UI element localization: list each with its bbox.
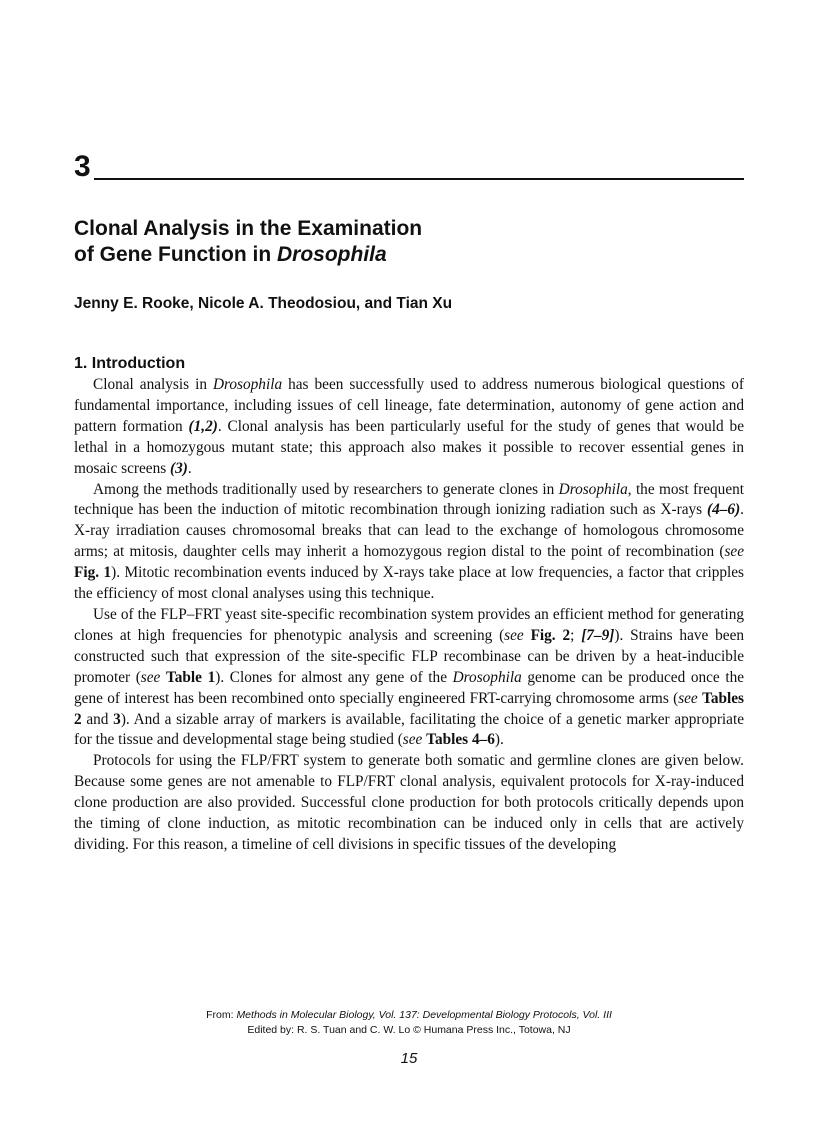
text-run: ). Clones for almost any gene of the <box>215 668 453 686</box>
title-line-1: Clonal Analysis in the Examination <box>74 217 423 240</box>
see-reference: see <box>402 731 423 749</box>
source-line <box>74 1008 744 1023</box>
paragraph-3 <box>74 605 744 751</box>
table-reference: Tables 4–6 <box>426 731 495 749</box>
italic-term: Drosophila <box>558 480 628 498</box>
text-run: ). <box>494 731 504 749</box>
citation: [7–9] <box>581 626 615 644</box>
text-run: . Clonal analysis has been particularly useful for the study of genes that would be lethal in a homozygous mutant state; this approach also makes it possible to recover essential genes in mosaic screens <box>74 417 744 477</box>
text-run: ). Strains have been constructed such that expression of the site-specific FLP recombinase can be driven by a heat-inducible promoter ( <box>74 626 745 686</box>
paragraph-1 <box>74 375 744 480</box>
text-run: Clonal analysis in <box>93 376 213 393</box>
italic-term: Drosophila <box>452 668 522 686</box>
text-run: ). And a sizable array of markers is available, facilitating the choice of a genetic marker appropriate for the tissue and developmental stage being studied ( <box>74 710 744 749</box>
section-heading: 1. Introduction <box>74 355 186 372</box>
author-list: Jenny E. Rooke, Nicole A. Theodosiou, and Tian Xu <box>74 295 453 312</box>
see-reference: see <box>724 543 744 561</box>
see-reference: see <box>140 668 161 686</box>
table-reference: Tables 2 <box>74 689 745 728</box>
text-run: . X-ray irradiation causes chromosomal breaks that can lead to the exchange of homologous chromosome arms; at mitosis, daughter cells may inherit a homozygous region distal to the point of recombination ( <box>74 501 744 561</box>
page-number: 15 <box>400 1050 418 1067</box>
text-run: ; <box>570 626 582 644</box>
editor-line: Edited by: R. S. Tuan and C. W. Lo © Humana Press Inc., Totowa, NJ <box>247 1024 571 1036</box>
book-page <box>74 0 744 1123</box>
title-italic-species: Drosophila <box>277 243 387 266</box>
text-run: , the most frequent technique has been the induction of mitotic recombination through ionizing radiation such as X-rays <box>74 480 745 519</box>
text-run: ). Mitotic recombination events induced by X-rays take place at low frequencies, a factor that cripples the efficiency of most clonal analyses using this technique. <box>74 564 744 603</box>
paragraph-2 <box>74 480 744 605</box>
citation: (3) <box>170 459 188 477</box>
title-line-2: of Gene Function in <box>74 243 277 266</box>
chapter-header <box>74 152 744 182</box>
from-label: From: <box>206 1009 237 1021</box>
source-citation: Methods in Molecular Biology, Vol. 137: Developmental Biology Protocols, Vol. III <box>236 1009 612 1021</box>
page-footer <box>74 1008 744 1038</box>
text-run: Among the methods traditionally used by researchers to generate clones in <box>93 480 559 498</box>
paragraph-4 <box>74 751 744 856</box>
text-run: genome can be produced once the gene of interest has been recombined onto specially engineered FRT-carrying chromosome arms ( <box>74 668 745 707</box>
table-reference: 3 <box>113 710 121 728</box>
citation: (1,2) <box>188 417 218 435</box>
figure-reference: Fig. 2 <box>530 626 571 644</box>
text-run: and <box>81 710 114 728</box>
see-reference: see <box>504 626 524 644</box>
figure-reference: Fig. 1 <box>74 564 112 582</box>
citation: (4–6) <box>707 501 741 519</box>
italic-term: Drosophila <box>212 376 283 393</box>
text-run: Use of the FLP–FRT yeast site-specific recombination system provides an efficient method for generating clones at high frequencies for phenotypic analysis and screening ( <box>74 605 744 644</box>
text-run: . <box>187 459 192 477</box>
chapter-title <box>74 216 744 268</box>
chapter-number: 3 <box>74 150 91 183</box>
see-reference: see <box>678 689 698 707</box>
body-text <box>74 375 744 856</box>
text-run: Protocols for using the FLP/FRT system to generate both somatic and germline clones are given below. Because some genes are not amenable to FLP/FRT clonal analysis, equivalent protocols for X-ray-induced clone production are also provided. Successful clone production for both protocols critically depends upon the timing of clone induction, as mitotic recombination can be induced only in cells that are actively dividing. For this reason, a timeline of cell divisions in specific tissues of the developing <box>74 752 744 853</box>
text-run: has been successfully used to address numerous biological questions of fundamental importance, including issues of cell lineage, fate determination, autonomy of gene action and pattern formation <box>74 376 744 435</box>
chapter-rule <box>94 178 744 180</box>
table-reference: Table 1 <box>165 668 216 686</box>
